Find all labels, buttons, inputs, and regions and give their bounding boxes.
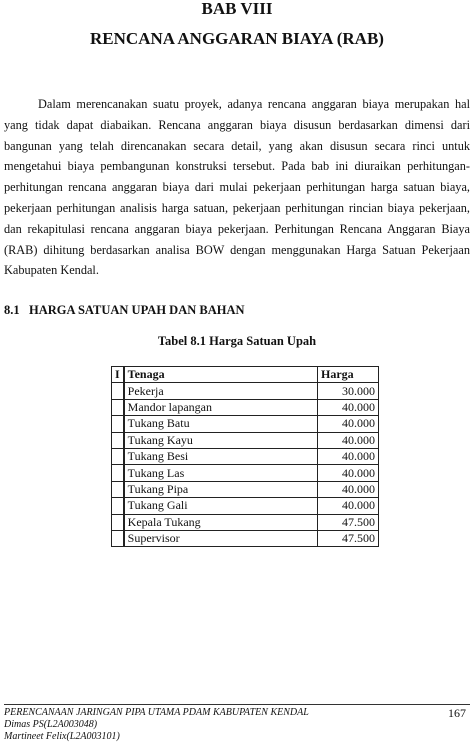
cell-harga: 40.000 <box>318 416 379 432</box>
cell-harga: 40.000 <box>318 481 379 497</box>
header-index: I <box>112 367 124 383</box>
table-row <box>112 448 379 464</box>
cell-harga: 40.000 <box>318 432 379 448</box>
table-row <box>112 530 379 546</box>
cell-harga: 40.000 <box>318 448 379 464</box>
wage-table <box>111 366 379 547</box>
cell-harga: 40.000 <box>318 498 379 514</box>
table-row <box>112 399 379 415</box>
footer-divider <box>4 704 470 705</box>
cell-tenaga: Tukang Gali <box>124 498 318 514</box>
section-number: 8.1 <box>4 303 20 317</box>
cell-tenaga: Tukang Besi <box>124 448 318 464</box>
intro-paragraph: Dalam merencanakan suatu proyek, adanya rencana anggaran biaya merupakan hal yang tidak dapat diabaikan. Rencana anggaran biaya disusun berdasarkan dimensi dari bangunan yang telah direncanakan secara detail, yang akan disusun secara rinci untuk mengetahui biaya pembangunan konstruksi tersebut. Pada bab ini diuraikan perhitungan-perhitungan rencana anggaran biaya dari mulai pekerjaan perhitungan harga satuan biaya, pekerjaan perhitungan analisis harga satuan, pekerjaan perhitungan rincian biaya pekerjaan, dan rekapitulasi rencana anggaran biaya pekerjaan. Perhitungan Rencana Anggaran Biaya (RAB) dihitung berdasarkan analisa BOW dengan menggunakan Harga Satuan Pekerjaan Kabupaten Kendal. <box>4 97 470 278</box>
footer-author-2: Martineet Felix(L2A003101) <box>4 731 120 742</box>
cell-tenaga: Pekerja <box>124 383 318 399</box>
page-number: 167 <box>448 706 466 720</box>
cell-tenaga: Mandor lapangan <box>124 399 318 415</box>
footer-project-title: PERENCANAAN JARINGAN PIPA UTAMA PDAM KABUPATEN KENDAL <box>4 707 309 718</box>
cell-harga: 47.500 <box>318 514 379 530</box>
cell-tenaga: Tukang Batu <box>124 416 318 432</box>
cell-harga: 47.500 <box>318 530 379 546</box>
page-footer <box>4 707 470 743</box>
table-row <box>112 465 379 481</box>
cell-tenaga: Tukang Las <box>124 465 318 481</box>
header-tenaga: Tenaga <box>124 367 318 383</box>
table-row <box>112 514 379 530</box>
section-title: HARGA SATUAN UPAH DAN BAHAN <box>29 303 245 317</box>
table-row <box>112 481 379 497</box>
table-row <box>112 383 379 399</box>
table-row <box>112 416 379 432</box>
cell-harga: 40.000 <box>318 465 379 481</box>
cell-tenaga: Kepala Tukang <box>124 514 318 530</box>
footer-author-1: Dimas PS(L2A003048) <box>4 719 98 730</box>
cell-harga: 40.000 <box>318 399 379 415</box>
cell-tenaga: Supervisor <box>124 530 318 546</box>
section-heading <box>4 302 245 318</box>
cell-tenaga: Tukang Pipa <box>124 481 318 497</box>
chapter-title: RENCANA ANGGARAN BIAYA (RAB) <box>90 29 384 48</box>
cell-tenaga: Tukang Kayu <box>124 432 318 448</box>
table-header-row <box>112 367 379 383</box>
header-harga: Harga <box>318 367 379 383</box>
cell-harga: 30.000 <box>318 383 379 399</box>
table-row <box>112 432 379 448</box>
table-row <box>112 498 379 514</box>
table-caption: Tabel 8.1 Harga Satuan Upah <box>157 334 317 348</box>
chapter-label: BAB VIII <box>201 0 273 18</box>
